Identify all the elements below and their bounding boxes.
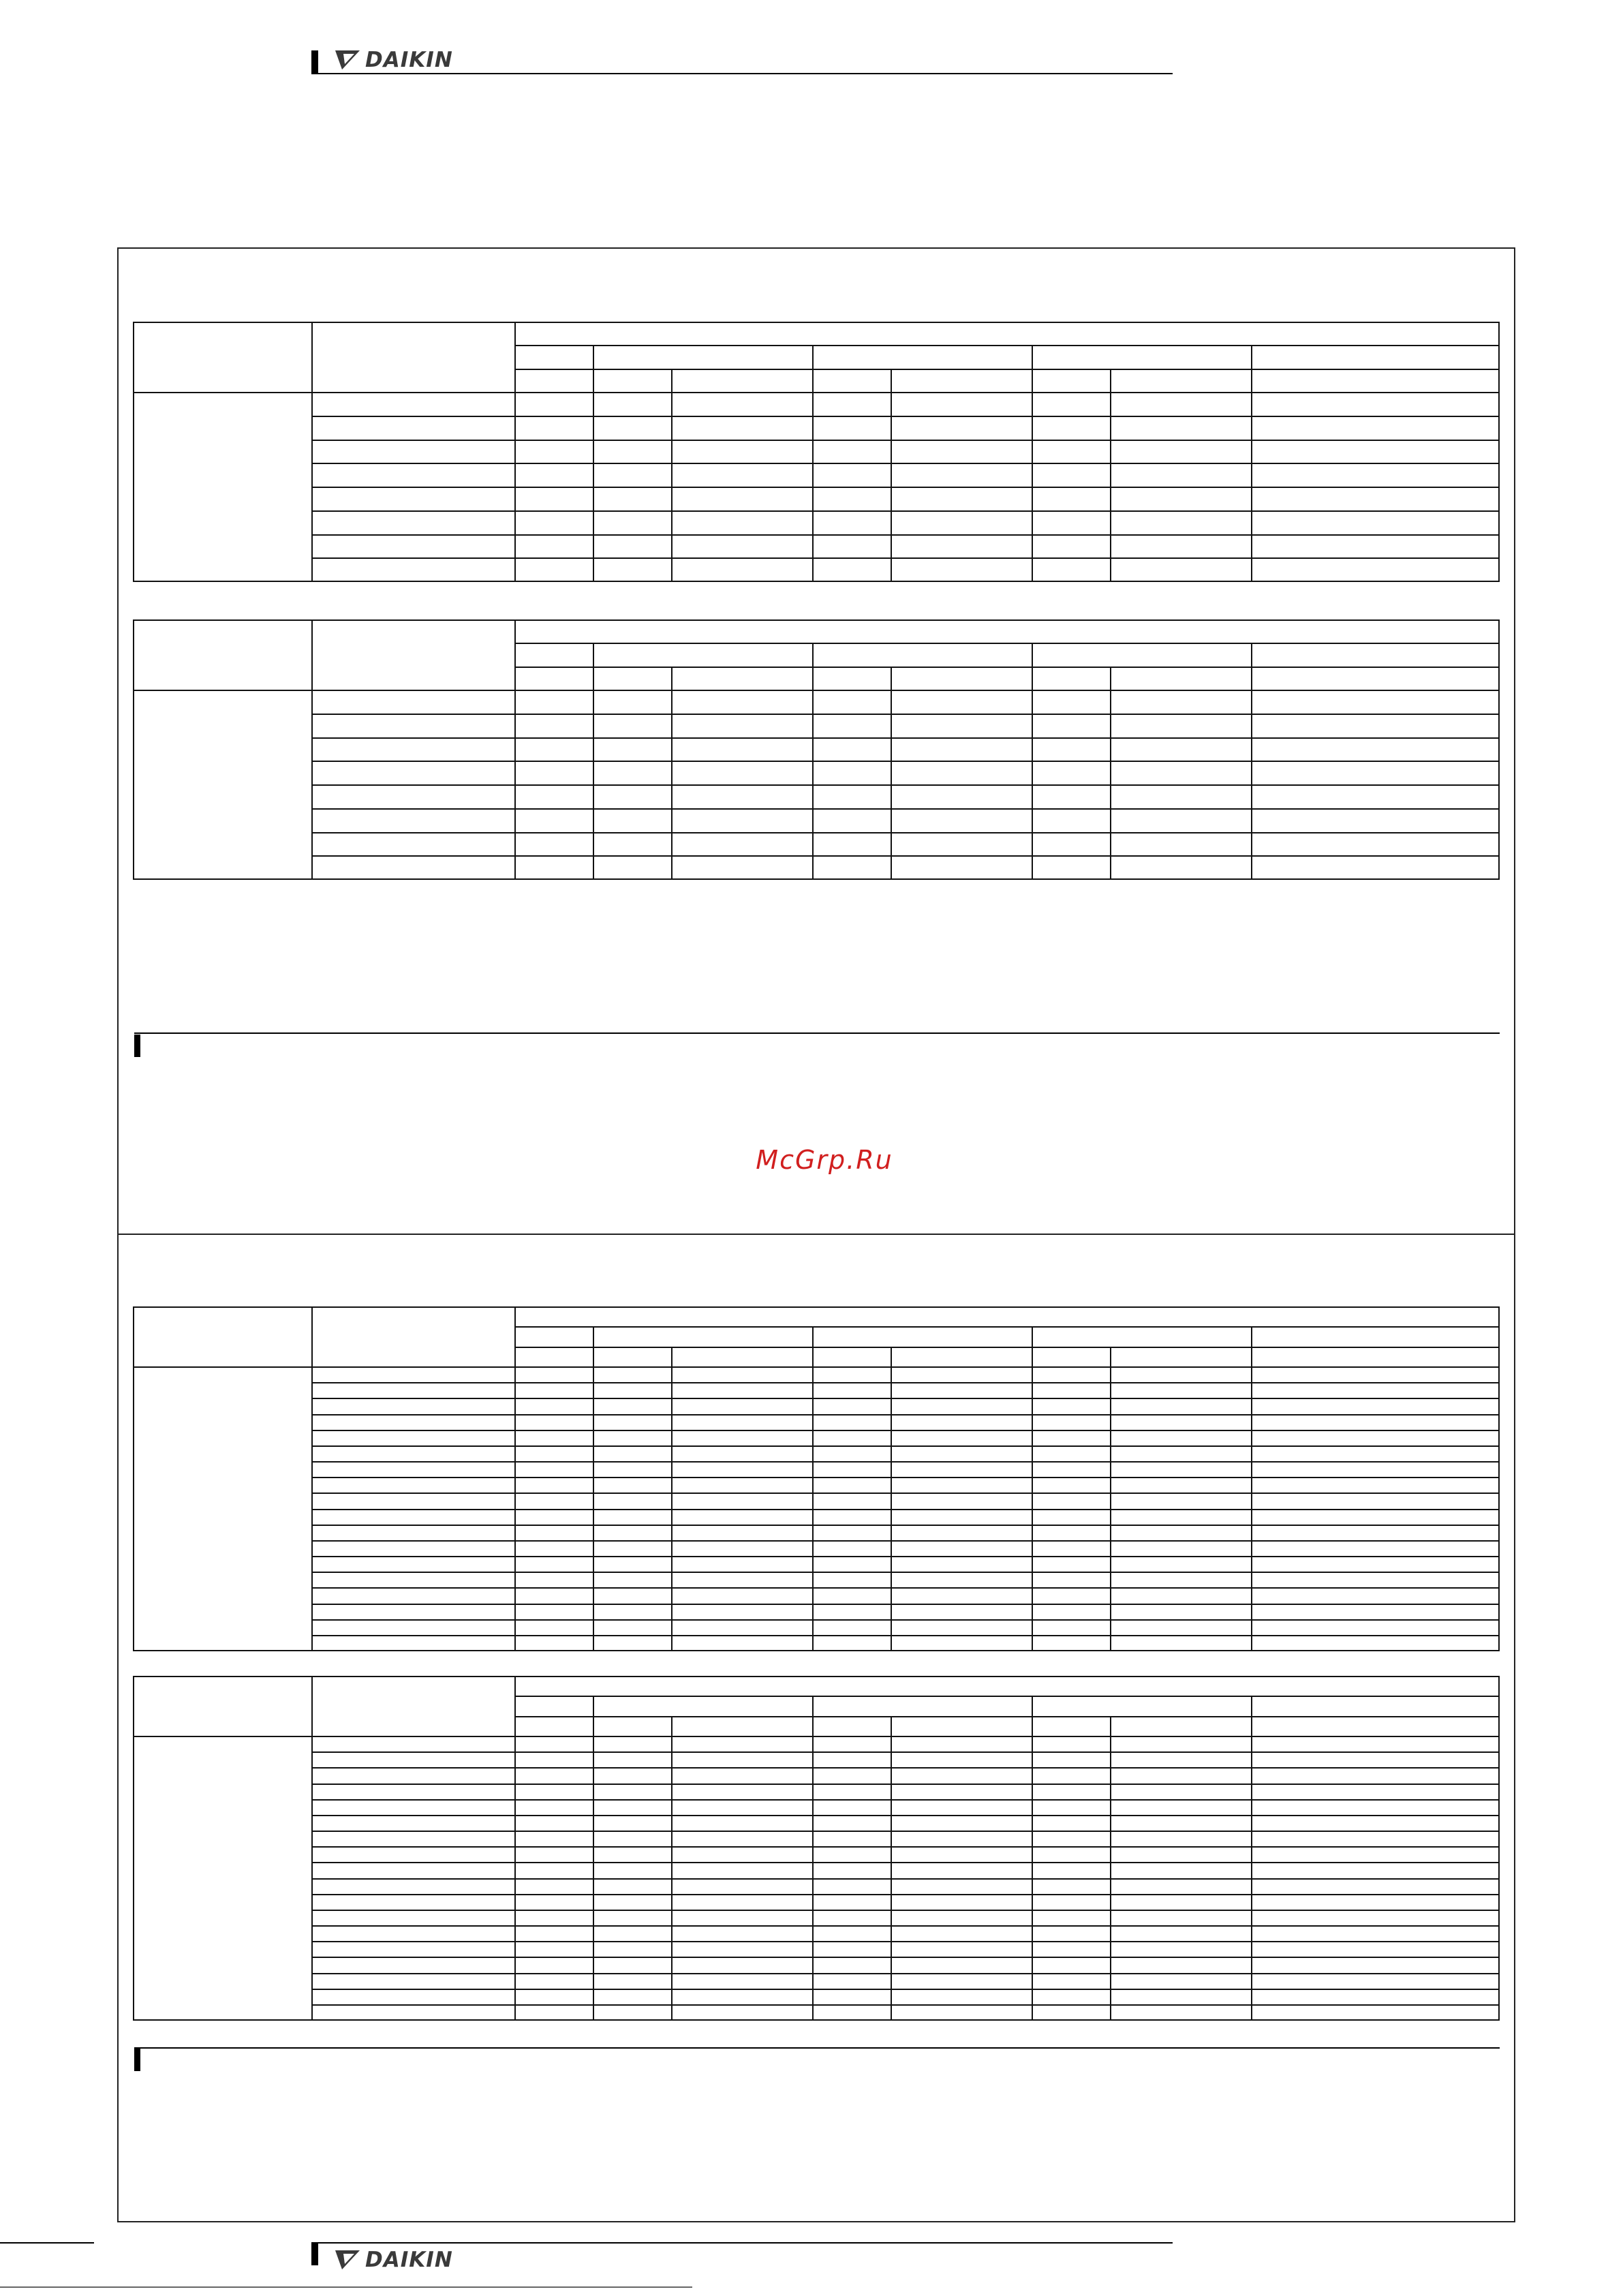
footer-rule	[311, 2242, 1173, 2244]
header-rule	[311, 73, 1173, 74]
footer-bottom-rule	[0, 2286, 692, 2288]
table-border	[134, 1677, 1499, 2020]
footer-brand-text: DAIKIN	[365, 2248, 453, 2272]
section-rule-2	[134, 2047, 1500, 2049]
performance-table-3	[133, 1306, 1500, 1651]
performance-table-2	[133, 619, 1500, 880]
table-border	[134, 322, 1499, 581]
daikin-triangle-icon	[334, 49, 361, 71]
watermark-text: McGrp.Ru	[756, 1145, 893, 1175]
performance-table-4	[133, 1676, 1500, 2021]
footer-logo	[334, 2248, 453, 2272]
header-marker-bar	[311, 50, 318, 74]
table-border	[134, 620, 1499, 879]
section-rule-1	[134, 1032, 1500, 1034]
footer-marker-bar	[311, 2242, 318, 2265]
section-marker-bar-1	[134, 1035, 140, 1057]
daikin-triangle-icon	[334, 2249, 361, 2271]
header-brand-text: DAIKIN	[365, 48, 453, 72]
performance-table-1	[133, 322, 1500, 582]
header-logo	[334, 48, 453, 72]
section-marker-bar-2	[134, 2049, 140, 2071]
table-border	[134, 1307, 1499, 1651]
footer-left-rule	[0, 2242, 94, 2244]
